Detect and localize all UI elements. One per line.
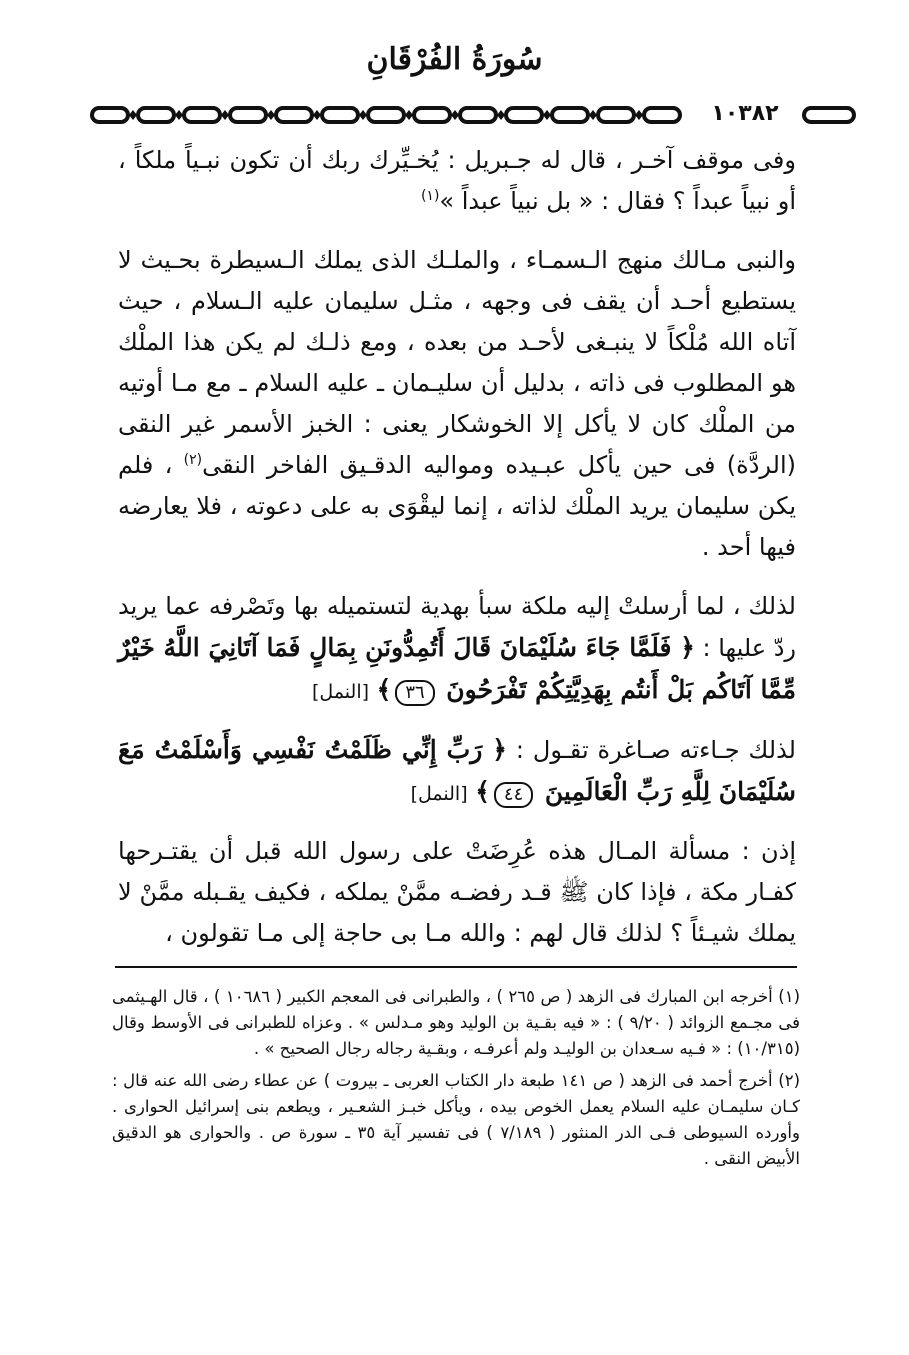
verse-2-close: ﴾ <box>475 777 490 806</box>
paragraph-3-text: لذلك ، لما أرسلتْ إليه ملكة سبأ بهدية لتستميله بها وتَصْرفه عما يريد ردّ عليها : <box>118 592 796 662</box>
ornament-border <box>88 104 688 126</box>
footnote-1: (١) أخرجه ابن المبارك فى الزهد ( ص ٢٦٥ ) ، والطبرانى فى المعجم الكبير ( ١٠٦٨٦ ) ، قال الهـيثمى فى مجـمع الزوائد ( ٩/٢٠ ) : « فيه بقـية بن الوليد وهو مـدلس » . وعزاه للطبرانى فى الأوسط وقال (١٠/٣١٥) : « فـيه سـعدان بن الوليـد ولم أعرفـه ، وبقـية رجاله رجال الصحيح » . <box>112 987 800 1058</box>
footnote-marker-1: (١) <box>420 188 440 204</box>
verse-2-reference: [النمل] <box>410 783 468 805</box>
footnotes <box>112 984 800 1178</box>
paragraph-2-text-b: ، فلم يكن سليمان يريد الملْك لذاته ، إنما ليقْوَى به على دعوته ، فلا يعارضه فيها أحد . <box>118 451 796 561</box>
main-text <box>118 140 796 972</box>
paragraph-2 <box>118 240 796 568</box>
paragraph-1-text: وفى موقف آخـر ، قال له جـبريل : يُخـيِّرك ربك أن تكون نبـياً ملكاً ، أو نبياً عبداً ؟ فقال : « بل نبياً عبداً » <box>118 146 796 215</box>
paragraph-1 <box>118 140 796 222</box>
paragraph-5 <box>118 831 796 954</box>
paragraph-2-text-a: والنبى مـالك منهج الـسمـاء ، والملـك الذى يملك الـسيطرة بحـيث لا يستطيع أحـد أن يقف فى وجهه ، مثـل سليمان عليه الـسلام ، حيث آتاه الله مُلْكاً لا ينبـغى لأحـد من بعده ، ومع ذلـك لم يكن هذا الملْك هو المطلوب فى ذاته ، بدليل أن سليـمان ـ عليه السلام ـ مع مـا أوتيه من الملْك كان لا يأكل إلا الخوشكار يعنى : الخبز الأسمر غير النقى (الردَّة) فى حين يأكل عبـيده ومواليه الدقـيق الفاخر النقى <box>118 246 796 479</box>
footnote-marker-2: (٢) <box>183 452 203 468</box>
ornament-end <box>800 104 860 126</box>
verse-1-reference: [النمل] <box>312 681 370 703</box>
page-number: ١٠٣٨٢ <box>711 101 779 126</box>
verse-1-close: ﴾ <box>376 675 392 704</box>
ayah-number-1: ٣٦ <box>395 680 434 706</box>
quran-verse-2: ﴿ رَبِّ إِنِّي ظَلَمْتُ نَفْسِي وَأَسْلَمْتُ مَعَ سُلَيْمَانَ لِلَّهِ رَبِّ الْعَالَمِينَ <box>118 735 796 806</box>
footnote-divider <box>115 966 797 968</box>
surah-title: سُورَةُ الفُرْقَانِ <box>366 42 543 77</box>
paragraph-5-text: إذن : مسألة المـال هذه عُرِضَتْ على رسول الله قبل أن يقتـرحها كفـار مكة ، فإذا كان ﷺ قـد رفضـه ممَّنْ يملكه ، فكيف يقـبله ممَّنْ لا يملك شيـئاً ؟ لذلك قال لهم : والله مـا بى حاجة إلى مـا تقولون ، <box>118 837 796 947</box>
ayah-number-2: ٤٤ <box>494 782 533 808</box>
footnote-2: (٢) أخرج أحمد فى الزهد ( ص ١٤١ طبعة دار الكتاب العربى ـ بيروت ) عن عطاء رضى الله عنه قال : كـان سليمـان عليه السلام يعمل الخوص بيده ، ويأكل خبـز الشعـير ، ويطعم بنى إسرائيل الحوارى . وأورده السيوطى فـى الدر المنثور ( ٧/١٨٩ ) فى تفسير آية ٣٥ ـ سورة ص . والحوارى هو الدقيق الأبيض النقى . <box>112 1071 800 1168</box>
paragraph-4-text: لذلك جـاءته صـاغرة تقـول : <box>515 736 796 764</box>
paragraph-3 <box>118 586 796 713</box>
paragraph-4 <box>118 729 796 815</box>
quran-verse-1: ﴿ فَلَمَّا جَاءَ سُلَيْمَانَ قَالَ أَتُمِدُّونَنِ بِمَالٍ فَمَا آتَانِيَ اللَّهُ خَيْرٌ مِّمَّا آتَاكُم بَلْ أَنتُم بِهَدِيَّتِكُمْ تَفْرَحُونَ <box>118 633 796 704</box>
